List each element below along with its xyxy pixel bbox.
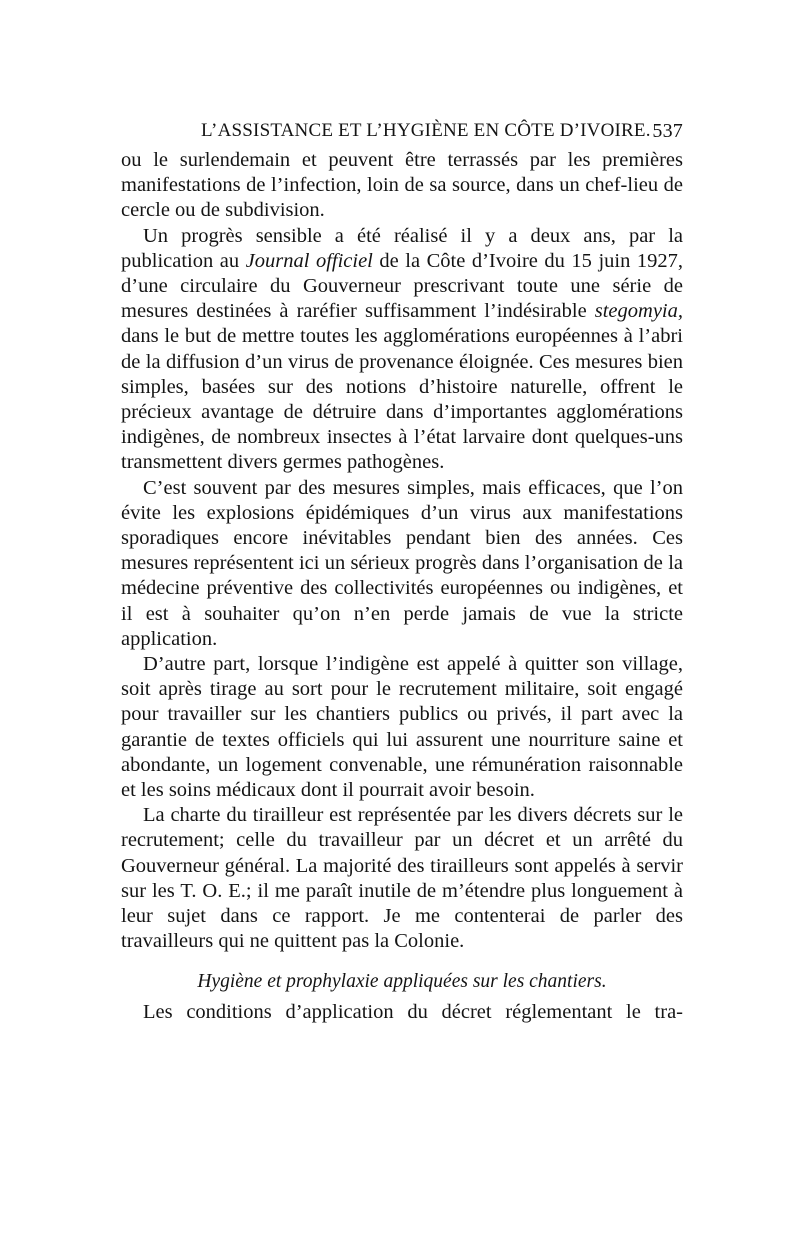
page-number: 537 [652,120,683,142]
paragraph-6-first-line: Les conditions d’application du décret réglementant le tra- [143,1000,683,1023]
paragraph-3: C’est souvent par des mesures simples, mais efficaces, que l’on évite les explosions épidémiques d’un virus aux manifestations sporadiques encore inévitables pendant bien des années. Ces mesures représentent ici un sérieux progrès dans l’organisation de la médecine préventive des collectivités européennes ou indigènes, et il est à souhaiter qu’on n’en perde jamais de vue la stricte application. [121,476,683,650]
paragraph-2-text-c: dans le but de mettre toutes les agglomérations européennes à l’abri de la diffusion d’un virus de provenance éloignée. Ces mesures bien simples, basées sur des notions d’histoire naturelle, offrent le précieux avantage de détruire dans d’importantes agglomérations indigènes, de nombreux insectes à l’état larvaire dont quelques-uns transmettent divers germes pathogènes. [121,325,683,474]
paragraph-5: La charte du tirailleur est représentée par les divers décrets sur le recrutement; celle du travailleur par un décret et un arrêté du Gouverneur général. La majorité des tirailleurs sont appelés à servir sur les T. O. E.; il me paraît inutile de m’étendre plus longuement à leur sujet dans ce rapport. Je me contenterai de parler des travailleurs qui ne quittent pas la Colonie. [121,804,683,953]
running-head-title: L’ASSISTANCE ET L’HYGIÈNE EN CÔTE D’IVOIRE. [201,120,651,141]
running-head [121,118,683,148]
section-heading: Hygiène et prophylaxie appliquées sur les chantiers. [197,970,607,992]
body-text [121,148,683,955]
paragraph-1: ou le surlendemain et peuvent être terrassés par les premières manifestations de l’infection, loin de sa source, dans un chef-lieu de cercle ou de subdivision. [121,149,683,222]
paragraph-2-text-a: Un progrès sensible a été réalisé il y a deux ans, par la publication au [121,224,683,272]
book-page [121,118,683,1025]
paragraph-2 [121,224,683,476]
journal-title-italic: Journal officiel [245,249,373,272]
paragraph-2-text-b: de la Côte d’Ivoire du 15 juin 1927, d’une circulaire du Gouverneur prescrivant toute une série de mesures destinées à raréfier suffisamment l’indésirable [121,249,683,323]
stegomyia-italic: stegomyia, [594,300,683,323]
paragraph-4: D’autre part, lorsque l’indigène est appelé à quitter son village, soit après tirage au sort pour le recrutement militaire, soit engagé pour travailler sur les chantiers publics ou privés, il part avec la garantie de textes officiels qui lui assurent une nourriture saine et abondante, un logement convenable, une rémunération raisonnable et les soins médicaux dont il pourrait avoir besoin. [121,653,683,802]
